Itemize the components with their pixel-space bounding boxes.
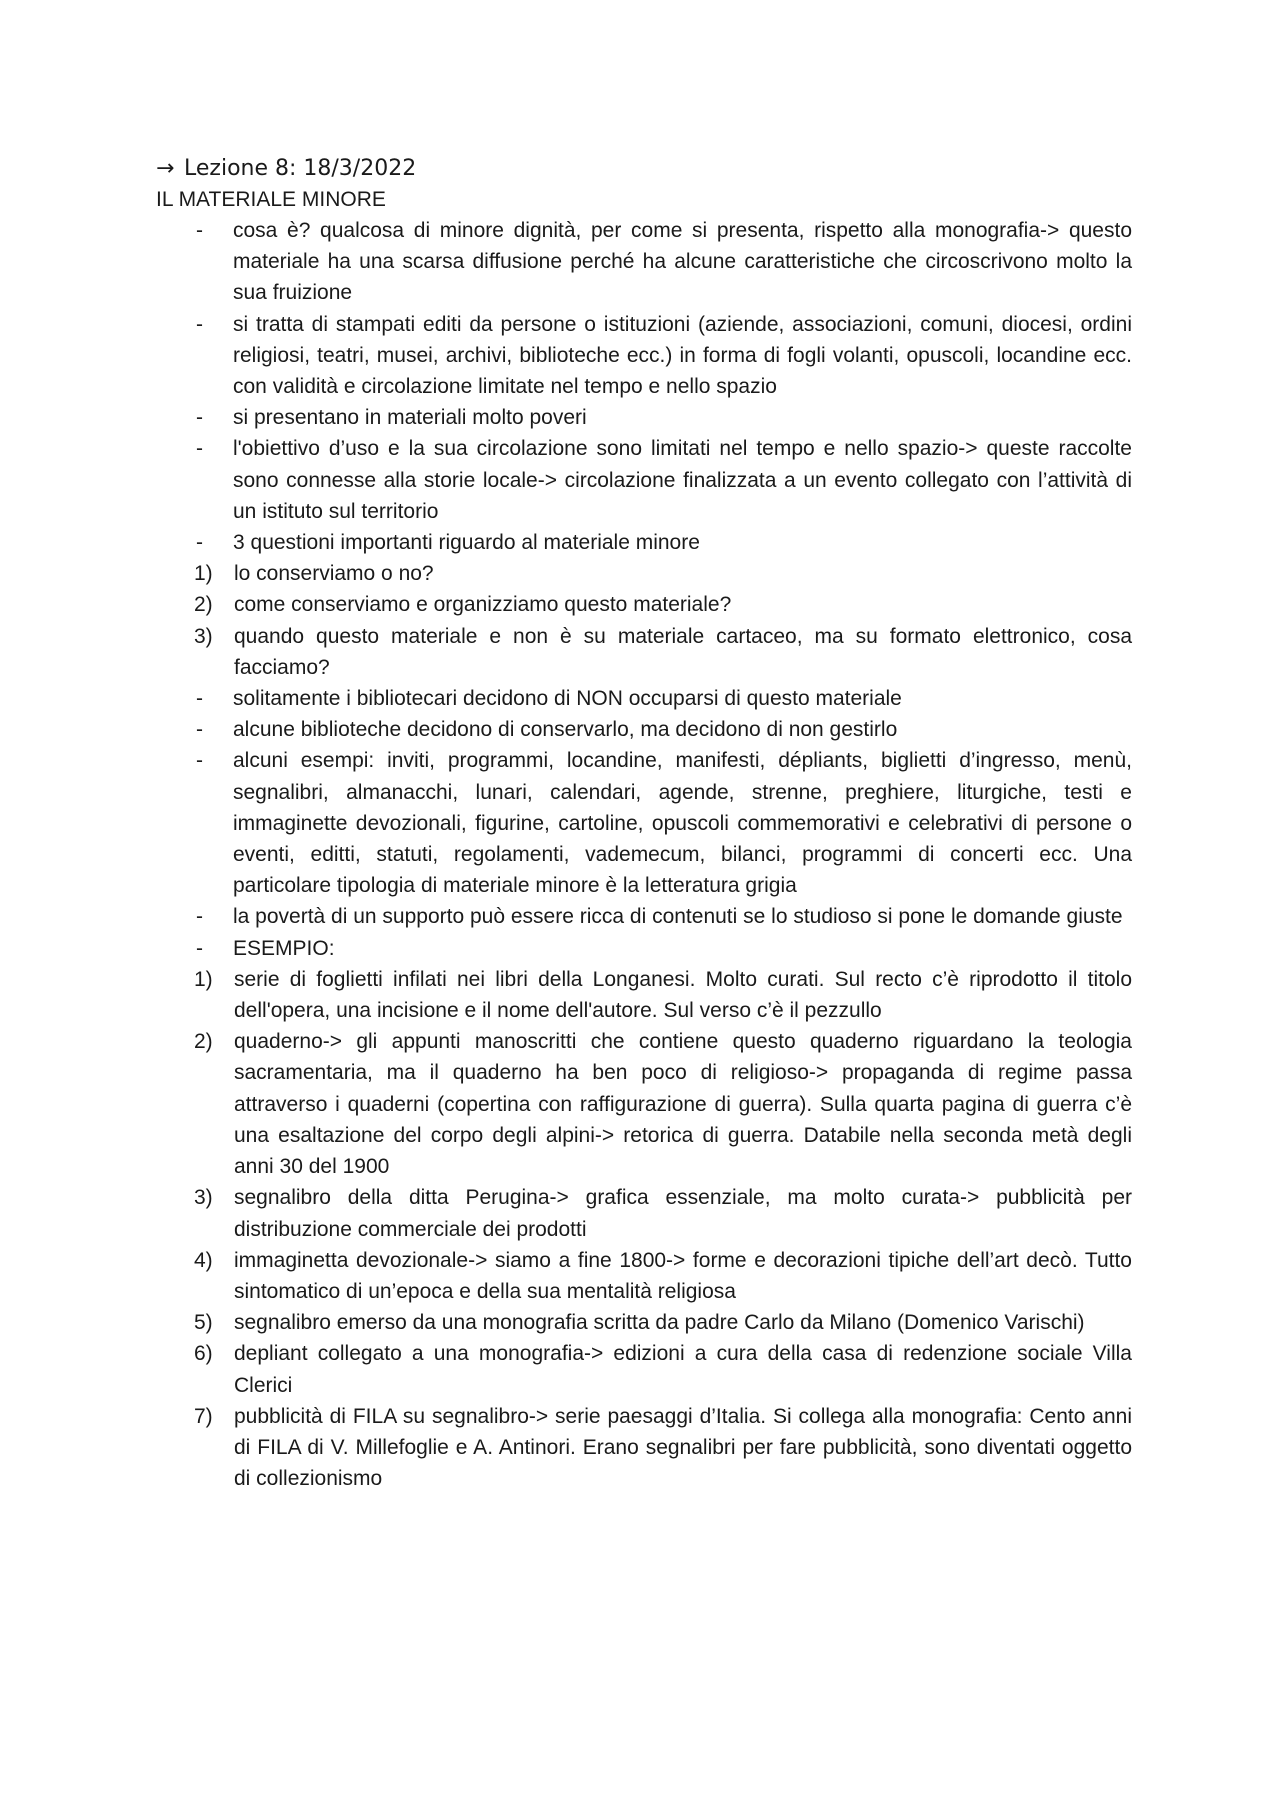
example-text: immaginetta devozionale-> siamo a fine 1800-> forme e decorazioni tipiche dell’art decò. Tutto sintomatico di un’epoca e della sua mentalità religiosa <box>234 1248 1132 1303</box>
bullet-item <box>156 683 1132 714</box>
bullet-text: 3 questioni importanti riguardo al materiale minore <box>233 531 700 555</box>
example-number: 4) <box>194 1248 213 1272</box>
example-text: pubblicità di FILA su segnalibro-> serie paesaggi d’Italia. Si collega alla monografia: Cento anni di FILA di V. Millefoglie e A. Antinori. Erano segnalibri per fare pubblicità, sono diventati oggetto di collezionismo <box>234 1404 1132 1491</box>
bullet-text: l'obiettivo d’uso e la sua circolazione sono limitati nel tempo e nello spazio-> queste raccolte sono connesse alla storie locale-> circolazione finalizzata a un evento collegato con l’attività di un istituto sul territorio <box>233 437 1132 523</box>
main-bullet-list-continued <box>156 683 1132 964</box>
bullet-text: cosa è? qualcosa di minore dignità, per come si presenta, rispetto alla monografia-> questo materiale ha una scarsa diffusione perché ha alcune caratteristiche che circoscrivono molto la sua fruizione <box>233 219 1132 305</box>
dash-marker: - <box>196 718 203 742</box>
example-item <box>156 1307 1132 1338</box>
dash-marker: - <box>196 531 203 555</box>
example-text: quaderno-> gli appunti manoscritti che contiene questo quaderno riguardano la teologia sacramentaria, ma il quaderno ha ben poco di religioso-> propaganda di regime passa attraverso i quaderni (copertina con raffigurazione di guerra). Sulla quarta pagina di guerra c’è una esaltazione del corpo degli alpini-> retorica di guerra. Databile nella seconda metà degli anni 30 del 1900 <box>234 1030 1132 1179</box>
bullet-item <box>156 402 1132 433</box>
bullet-text: alcuni esempi: inviti, programmi, locandine, manifesti, dépliants, biglietti d’ingresso, menù, segnalibri, almanacchi, lunari, calendari, agende, strenne, preghiere, liturgiche, testi e immaginette devozionali, figurine, cartoline, opuscoli commemorativi e celebrativi di persone o eventi, editti, statuti, regolamenti, vademecum, bilanci, programmi di concerti ecc. Una particolare tipologia di materiale minore è la letteratura grigia <box>233 749 1132 898</box>
example-item <box>156 964 1132 1026</box>
bullet-item <box>156 527 1132 558</box>
dash-marker: - <box>196 312 203 336</box>
bullet-item <box>156 433 1132 527</box>
bullet-item <box>156 714 1132 745</box>
bullet-text: la povertà di un supporto può essere ricca di contenuti se lo studioso si pone le domande giuste <box>233 905 1123 929</box>
dash-marker: - <box>196 219 203 242</box>
example-text: serie di foglietti infilati nei libri della Longanesi. Molto curati. Sul recto c’è riprodotto il titolo dell'opera, una incisione e il nome dell'autore. Sul verso c’è il pezzullo <box>234 967 1132 1023</box>
example-item <box>156 1182 1132 1244</box>
example-number: 3) <box>194 1186 213 1210</box>
question-text: lo conserviamo o no? <box>234 562 434 586</box>
question-number: 2) <box>194 593 213 617</box>
dash-marker: - <box>196 406 203 430</box>
lesson-heading <box>156 153 1132 184</box>
bullet-text: si tratta di stampati editi da persone o istituzioni (aziende, associazioni, comuni, diocesi, ordini religiosi, teatri, musei, archivi, biblioteche ecc.) in forma di fogli volanti, opuscoli, locandine ecc. con validità e circolazione limitate nel tempo e nello spazio <box>233 312 1132 399</box>
bullet-text: alcune biblioteche decidono di conservarlo, ma decidono di non gestirlo <box>233 718 898 742</box>
example-text: segnalibro emerso da una monografia scritta da padre Carlo da Milano (Domenico Varischi) <box>234 1311 1085 1335</box>
example-number: 7) <box>194 1404 213 1428</box>
question-text: quando questo materiale e non è su materiale cartaceo, ma su formato elettronico, cosa facciamo? <box>234 624 1132 679</box>
example-item <box>156 1026 1132 1182</box>
bullet-text: ESEMPIO: <box>233 936 335 960</box>
dash-marker: - <box>196 936 203 960</box>
example-text: segnalibro della ditta Perugina-> grafica essenziale, ma molto curata-> pubblicità per distribuzione commerciale dei prodotti <box>234 1186 1132 1241</box>
question-item <box>156 558 1132 589</box>
section-title: IL MATERIALE MINORE <box>156 188 386 211</box>
main-bullet-list <box>156 215 1132 558</box>
examples-list <box>156 964 1132 1494</box>
arrow-icon: → <box>156 156 175 181</box>
example-number: 2) <box>194 1030 213 1054</box>
bullet-item <box>156 309 1132 403</box>
dash-marker: - <box>196 749 203 773</box>
example-item <box>156 1401 1132 1495</box>
example-item <box>156 1245 1132 1307</box>
example-item <box>156 1338 1132 1400</box>
document-body <box>156 153 1132 1494</box>
dash-marker: - <box>196 437 203 461</box>
questions-list <box>156 558 1132 683</box>
question-number: 3) <box>194 624 213 648</box>
bullet-item <box>156 215 1132 309</box>
example-number: 6) <box>194 1342 213 1366</box>
question-text: come conserviamo e organizziamo questo materiale? <box>234 593 732 617</box>
bullet-item <box>156 745 1132 901</box>
example-number: 1) <box>194 967 213 991</box>
bullet-text: si presentano in materiali molto poveri <box>233 406 587 430</box>
bullet-item <box>156 933 1132 964</box>
example-text: depliant collegato a una monografia-> edizioni a cura della casa di redenzione sociale Villa Clerici <box>234 1342 1132 1397</box>
bullet-item <box>156 901 1132 932</box>
question-item <box>156 621 1132 683</box>
question-item <box>156 589 1132 620</box>
bullet-text: solitamente i bibliotecari decidono di NON occuparsi di questo materiale <box>233 687 902 711</box>
example-number: 5) <box>194 1311 213 1335</box>
dash-marker: - <box>196 687 203 711</box>
question-number: 1) <box>194 562 213 586</box>
dash-marker: - <box>196 905 203 929</box>
lesson-date: Lezione 8: 18/3/2022 <box>184 156 417 181</box>
